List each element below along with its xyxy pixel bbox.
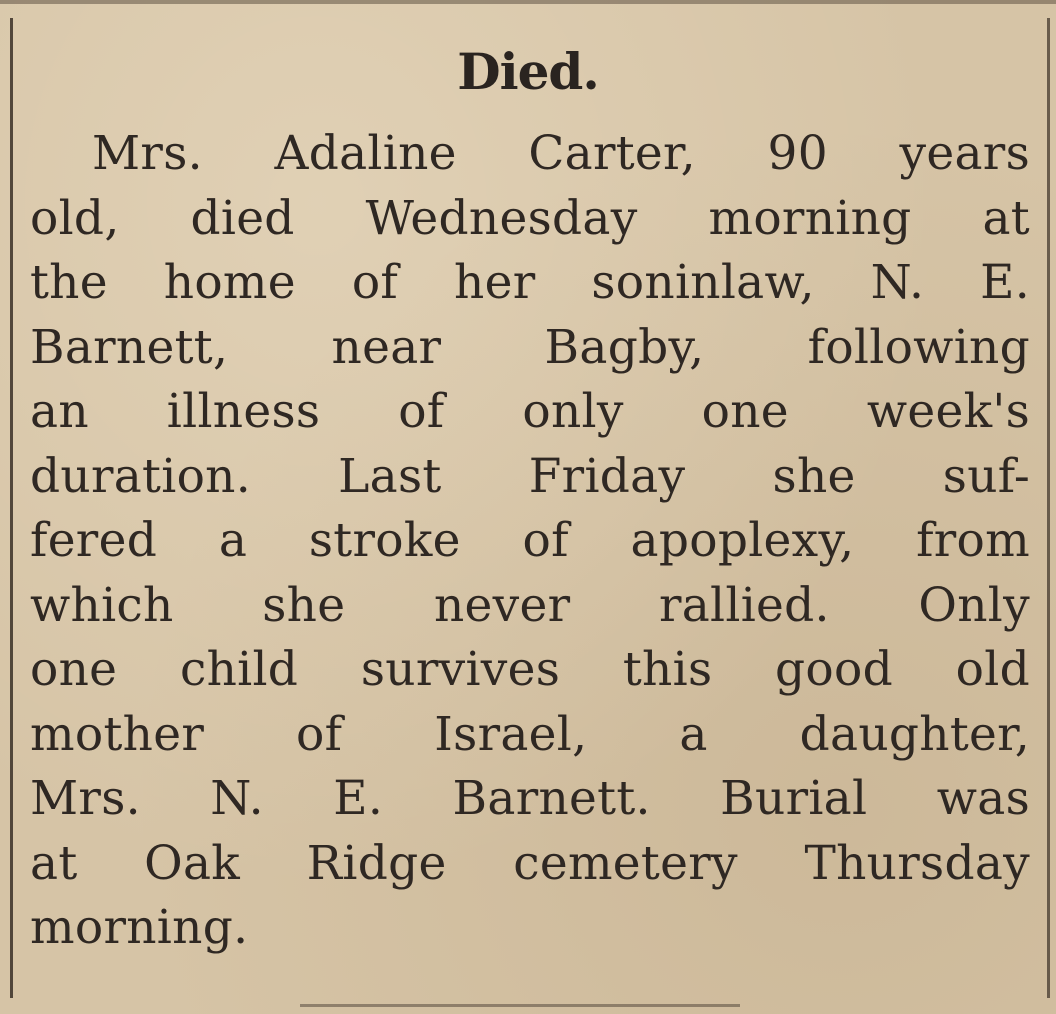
right-column-rule — [1047, 18, 1050, 998]
text-line: the home of her soninlaw, N. E. — [30, 255, 1030, 310]
text-line: an illness of only one week's — [30, 384, 1030, 439]
headline: Died. — [457, 42, 599, 101]
text-line: Barnett, near Bagby, following — [30, 319, 1030, 375]
text-line: morning. — [30, 900, 249, 955]
top-border-rule — [0, 0, 1056, 4]
left-column-rule — [10, 18, 13, 998]
text-line: duration. Last Friday she suf- — [30, 448, 1030, 504]
text-line: fered a stroke of apoplexy, from — [30, 513, 1030, 568]
text-line: old, died Wednesday morning at — [30, 190, 1030, 246]
text-line: which she never rallied. Only — [30, 577, 1030, 633]
text-line: at Oak Ridge cemetery Thursday — [30, 835, 1030, 891]
bottom-divider-rule — [300, 1004, 740, 1007]
obituary-body — [30, 122, 1030, 961]
text-line: Mrs. N. E. Barnett. Burial was — [30, 771, 1030, 826]
text-line: mother of Israel, a daughter, — [30, 706, 1030, 762]
text-line: one child survives this good old — [30, 642, 1030, 697]
text-line: Mrs. Adaline Carter, 90 years — [92, 126, 1030, 181]
